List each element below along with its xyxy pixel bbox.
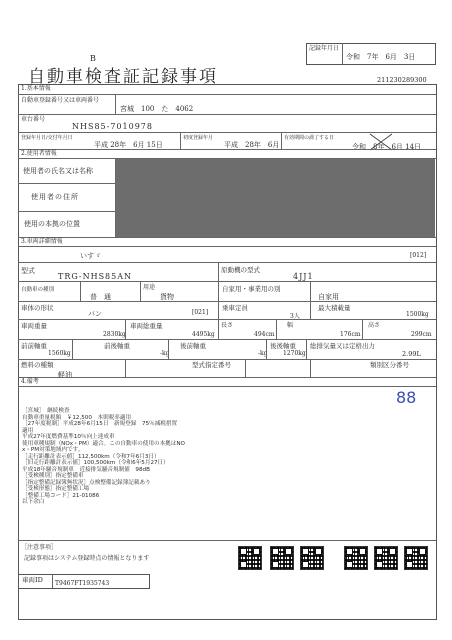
first-year-value: 平成 28年 6月 (224, 141, 280, 149)
width-value: 176cm (340, 331, 361, 338)
remark-line: ［受検形態］指定整備工場 (22, 486, 90, 493)
remark-line: 以下余白 (22, 499, 45, 506)
width-label: 幅 (287, 322, 294, 329)
handwritten-number: 88 (396, 388, 417, 407)
shape-value: バン (88, 310, 102, 318)
remark-line: ［整備工場コード］21-01086 (22, 492, 100, 499)
capacity-value: 3人 (290, 313, 300, 320)
rear-rear-axle-value: 1270kg (283, 350, 306, 357)
max-load-label: 最大積載量 (318, 304, 351, 312)
section-basic-heading: 1.基本情報 (21, 85, 51, 92)
remark-line: ［旧走行距離計表示値］100,500km（令和6年5月27日） (22, 460, 169, 467)
section-remarks-heading: 4.備考 (21, 378, 39, 385)
qr-code (238, 546, 262, 570)
gross-weight-label: 車両総重量 (130, 322, 163, 330)
type-designation-label: 型式指定番号 (192, 361, 231, 369)
qr-code (404, 546, 428, 570)
use-value: 貨物 (160, 293, 174, 301)
expiry-value: 令和 8年 6月 14日 (352, 143, 422, 151)
purpose-label: 自家用・事業用の別 (222, 285, 281, 293)
rear-rear-axle-label: 後後軸重 (270, 342, 296, 350)
displacement-value: 2.99L (402, 350, 421, 358)
max-load-value: 1500kg (406, 311, 429, 318)
kind-label: 自動車の種別 (21, 287, 55, 293)
expiry-label: 有効期間の満了する日 (284, 135, 335, 141)
displacement-label: 総排気量又は定格出力 (310, 342, 375, 350)
weight-label: 車両重量 (21, 322, 47, 330)
use-label: 用途 (143, 284, 156, 291)
first-year-label: 初度登録年月 (183, 135, 214, 141)
model-label: 型式 (21, 267, 35, 275)
first-reg-value: 平成 28年 6月 15日 (94, 141, 163, 149)
remark-line: x・PM対策地域内です。 (22, 447, 84, 454)
reg-number-label: 自動車登録番号又は車両番号 (21, 97, 100, 104)
shape-code: [021] (192, 309, 209, 316)
base-location-label: 使用の本拠の位置 (24, 220, 80, 228)
front-rear-axle-value: -kg (160, 350, 170, 357)
front-rear-axle-label: 前後軸重 (104, 342, 130, 350)
remark-line: 平成27年度燃費基準10％向上達成車 (22, 434, 115, 441)
qr-code (270, 546, 294, 570)
remark-line: ［受検種別］指定整備車 (22, 473, 84, 480)
maker-value: いすゞ (80, 252, 101, 260)
section-user-heading: 2.使用者情報 (21, 150, 57, 157)
engine-value: 4JJ1 (293, 272, 314, 281)
model-value: TRG-NHS85AN (58, 272, 133, 281)
length-value: 494cm (254, 331, 275, 338)
chassis-label: 車台番号 (21, 116, 46, 123)
notes-text: 記録事項はシステム登録時点の情報となります (24, 555, 150, 562)
remarks-block (22, 408, 185, 506)
remark-line: 使用車種規制（NOx・PM）適合。この自動車の使用の本拠はNO (22, 440, 185, 447)
notes-heading: ［注意事項］ (21, 544, 58, 551)
remark-line: 自動車重量税額 ￥12,500 本則税率適用 (22, 414, 132, 421)
letter-b: B (90, 54, 96, 63)
remark-line: ［宮城］ 継続検査 (22, 408, 70, 414)
user-address-label: 使用者の住所 (31, 193, 79, 201)
maker-code: [012] (410, 252, 427, 259)
redacted-user-info (116, 159, 435, 237)
category-number-label: 類別区分番号 (370, 361, 409, 369)
reg-number-value: 宮城 100 た 4062 (120, 105, 194, 113)
car-id-value: T9467FT1935743 (55, 580, 110, 587)
remark-line: ［走行距離計表示値］112,500km（令和7年6月3日） (22, 453, 160, 460)
engine-label: 原動機の型式 (221, 266, 260, 274)
rear-front-axle-value: -kg (258, 350, 268, 357)
height-value: 299cm (411, 331, 432, 338)
fuel-value: 軽油 (58, 371, 72, 379)
user-name-label: 使用者の氏名又は名称 (23, 167, 93, 175)
qr-code (344, 546, 368, 570)
record-date: 令和 7年 6月 3日 (346, 53, 416, 61)
remark-line: 適用 (22, 427, 34, 434)
remark-line: ［27年度税制］平成28年6月15日 新規登録 75％減税措置 (22, 421, 178, 428)
first-reg-label: 登録年月日/交付年月日 (21, 135, 73, 141)
kind-value: 普 通 (90, 293, 111, 301)
record-date-label: 記録年月日 (309, 45, 340, 52)
section-vehicle-heading: 3.車両詳細情報 (21, 238, 63, 245)
document-number: 211230289300 (377, 76, 427, 84)
chassis-value: NHS85-7010978 (72, 122, 153, 131)
weight-value: 2830kg (103, 331, 126, 338)
fuel-label: 燃料の種類 (21, 361, 54, 369)
qr-code (300, 546, 324, 570)
remark-line: 平成18年騒音規制車 近接排気騒音規制値 98dB (22, 466, 150, 473)
car-id-label: 車両ID (22, 576, 43, 584)
purpose-value: 自家用 (318, 293, 339, 301)
front-front-axle-value: 1560kg (48, 350, 71, 357)
remark-line: ［指定整備記録簿無状況］点検整備記録簿記載あり (22, 479, 151, 486)
front-front-axle-label: 前前軸重 (21, 342, 47, 350)
rear-front-axle-label: 後前軸重 (180, 342, 206, 350)
shape-label: 車体の形状 (21, 304, 54, 312)
page-title: 自動車検査証記録事項 (28, 67, 218, 87)
capacity-label: 乗車定員 (222, 304, 248, 312)
length-label: 長さ (221, 322, 234, 329)
gross-weight-value: 4495kg (192, 331, 215, 338)
height-label: 高さ (368, 322, 381, 329)
qr-code (374, 546, 398, 570)
